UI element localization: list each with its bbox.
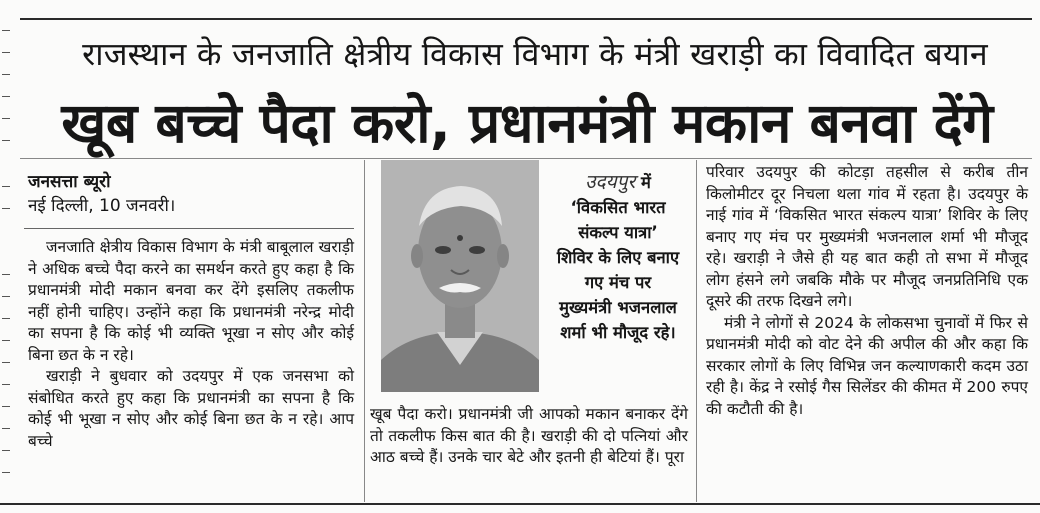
portrait-illustration <box>381 160 539 392</box>
minister-photo <box>381 160 539 392</box>
top-rule <box>20 18 1032 20</box>
paragraph: खराड़ी ने बुधवार को उदयपुर में एक जनसभा को संबोधित करते हुए कहा कि प्रधानमंत्री का सपना है कि कोई भी भूखा न सोए और कोई बिना छत के न रहे। आप बच्चे <box>28 367 354 450</box>
article-column-right <box>706 162 1028 420</box>
headline: खूब बच्चे पैदा करो, प्रधानमंत्री मकान बनवा देंगे <box>61 90 993 155</box>
byline-bureau: जनसत्ता ब्यूरो <box>28 172 111 192</box>
pull-quote-line: संकल्प यात्रा’ <box>578 223 658 242</box>
pull-quote-city: उदयपुर <box>585 171 636 193</box>
bottom-rule <box>0 503 1040 505</box>
pull-quote-line: शिविर के लिए बनाए <box>556 248 680 267</box>
paragraph: परिवार उदयपुर की कोटड़ा तहसील से करीब तीन किलोमीटर दूर निचला थला गांव में रहता है। उदयपुर के नाई गांव में ‘विकसित भारत संकल्प यात्रा’ शिविर के लिए बनाए गए मंच पर मुख्यमंत्री भजनलाल शर्मा भी मौजूद रहे। खराड़ी ने जैसे ही यह बात कही तो सभा में मौजूद लोग हंसने लगे जबकि मौके पर मौजूद जनप्रतिनिधि एक दूसरे की तरफ दिखने लगे। <box>706 163 1028 310</box>
pull-quote-line: शर्मा भी मौजूद रहे। <box>560 323 676 342</box>
byline <box>28 170 175 218</box>
column-divider-left <box>364 160 365 502</box>
subheadline: राजस्थान के जनजाति क्षेत्रीय विकास विभाग के मंत्री खराड़ी का विवादित बयान <box>82 34 988 73</box>
article-column-middle <box>370 404 688 469</box>
pull-quote-line: मुख्यमंत्री भजनलाल <box>559 298 677 317</box>
pull-quote-line: में <box>640 173 651 192</box>
byline-rule <box>24 228 354 229</box>
paragraph: खूब पैदा करो। प्रधानमंत्री जी आपको मकान बनाकर देंगे तो तकलीफ किस बात की है। खराड़ी की दो पत्नियां और आठ बच्चे हैं। उनके चार बेटे और इतनी ही बेटियां हैं। पूरा <box>370 405 688 466</box>
paragraph: जनजाति क्षेत्रीय विकास विभाग के मंत्री बाबूलाल खराड़ी ने अधिक बच्चे पैदा करने का समर्थन करते हुए कहा है कि प्रधानमंत्री मोदी मकान बनवा कर देंगे इसलिए तकलीफ नहीं होनी चाहिए। उन्होंने कहा कि प्रधानमंत्री नरेन्द्र मोदी का सपना है कि कोई भी व्यक्ति भूखा न सोए और कोई बिना छत के न रहे। <box>28 238 354 364</box>
column-divider-right <box>696 160 697 502</box>
pull-quote <box>543 170 693 396</box>
pull-quote-line: ‘विकसित भारत <box>570 198 666 217</box>
byline-dateline: नई दिल्ली, 10 जनवरी। <box>28 196 176 216</box>
article-column-left <box>28 237 354 452</box>
paragraph: मंत्री ने लोगों से 2024 के लोकसभा चुनावों में फिर से प्रधानमंत्री मोदी को वोट देने की अपील की और कहा कि सरकार लोगों के लिए विभिन्न जन कल्याणकारी कदम उठा रही है। केंद्र ने रसोई गैस सिलेंडर की कीमत में 200 रुपए की कटौती की है। <box>706 313 1028 418</box>
pull-quote-line: गए मंच पर <box>584 273 652 292</box>
